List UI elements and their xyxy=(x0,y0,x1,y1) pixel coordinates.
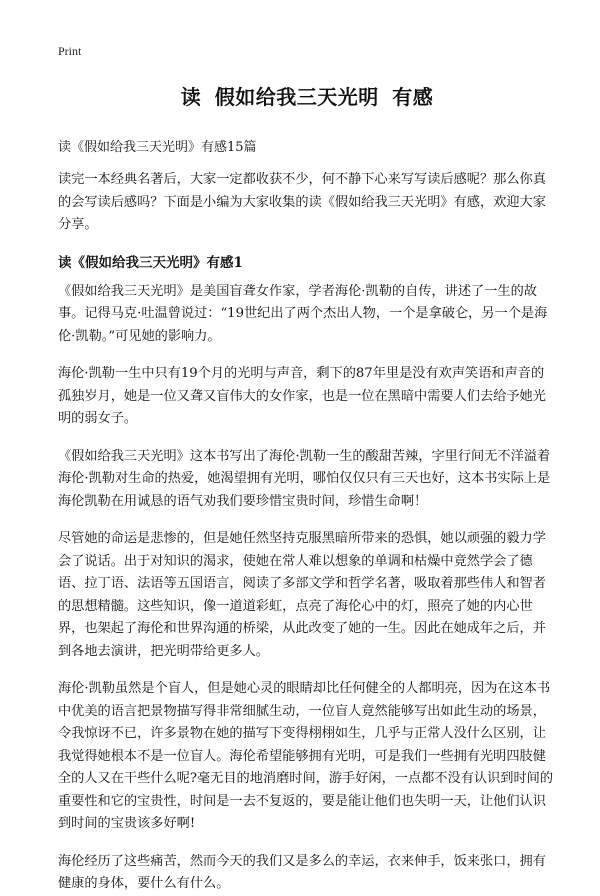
body-paragraph: 海伦·凯勒虽然是个盲人，但是她心灵的眼睛却比任何健全的人都明亮，因为在这本书中优美的语言把景物描写得非常细腻生动，一位盲人竟然能够写出如此生动的场景，令我惊讶不已，许多景物在她的描写下变得栩栩如生，几乎与正常人没什么区别，让我觉得她根本不是一位盲人。海伦希望能够拥有光明，可是我们一些拥有光明四肢健全的人又在干些什么呢?毫无目的地消磨时间，游手好闲，一点都不没有认识到时间的重要性和它的宝贵性，时间是一去不复返的，要是能让他们也失明一天，让他们认识到时间的宝贵该多好啊! xyxy=(58,681,554,831)
document-subtitle: 读《假如给我三天光明》有感15篇 xyxy=(58,140,257,155)
intro-paragraph: 读完一本经典名著后，大家一定都收获不少，何不静下心来写写读后感呢？那么你真的会写读后感吗？下面是小编为大家收集的读《假如给我三天光明》有感，欢迎大家分享。 xyxy=(58,172,546,232)
body-paragraph: 海伦·凯勒一生中只有19个月的光明与声音，剩下的87年里是没有欢声笑语和声音的孤独岁月，她是一位又聋又盲伟大的女作家，也是一位在黑暗中需要人们去给予她光明的弱女子。 xyxy=(58,366,546,426)
body-paragraph: 尽管她的命运是悲惨的，但是她任然坚持克服黑暗所带来的恐惧，她以顽强的毅力学会了说话。出于对知识的渴求，使她在常人难以想象的单调和枯燥中竟然学会了德语、拉丁语、法语等五国语言，阅读了多部文学和哲学名著，吸取着那些伟人和智者的思想精髓。这些知识，像一道道彩虹，点亮了海伦心中的灯，照亮了她的内心世界，也架起了海伦和世界沟通的桥梁，从此改变了她的一生。因此在她成年之后，并到各地去演讲，把光明带给更多人。 xyxy=(58,531,546,659)
page-title: 读 假如给我三天光明 有感 xyxy=(180,85,434,109)
body-paragraph: 《假如给我三天光明》这本书写出了海伦·凯勒一生的酸甜苦辣，字里行间无不洋溢着海伦·凯勒对生命的热爱，她渴望拥有光明，哪怕仅仅只有三天也好，这本书实际上是海伦凯勒在用诚恳的语气劝我们要珍惜宝贵时间，珍惜生命啊！ xyxy=(58,448,551,509)
body-paragraph: 海伦经历了这些痛苦，然而今天的我们又是多么的幸运，衣来伸手，饭来张口，拥有健康的身体，要什么有什么。 xyxy=(58,853,546,891)
section-heading: 读《假如给我三天光明》有感1 xyxy=(58,254,243,271)
body-paragraph: 《假如给我三天光明》是美国盲聋女作家，学者海伦·凯勒的自传，讲述了一生的故事。记得马克·吐温曾说过：“19世纪出了两个杰出人物，一个是拿破仑，另一个是海伦·凯勒。”可见她的影响力。 xyxy=(58,283,548,344)
print-link[interactable]: Print xyxy=(58,44,82,58)
